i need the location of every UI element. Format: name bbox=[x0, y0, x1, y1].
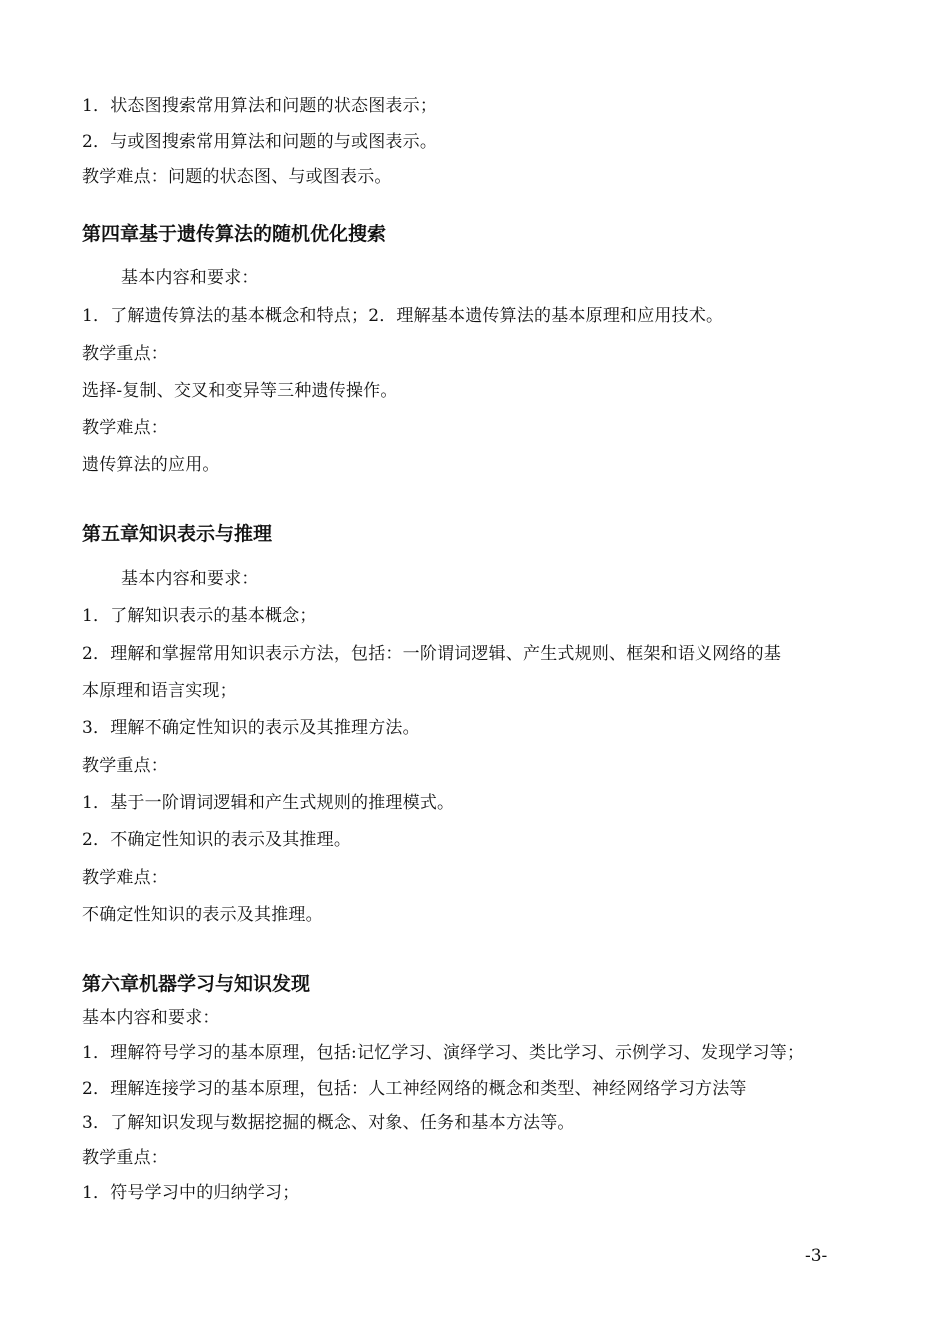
text-line: 2．不确定性知识的表示及其推理。 bbox=[82, 830, 352, 850]
text-line: 本原理和语言实现； bbox=[82, 681, 237, 701]
text-line: 遗传算法的应用。 bbox=[82, 455, 220, 475]
text-line: 1．符号学习中的归纳学习； bbox=[82, 1183, 300, 1203]
page-number: -3- bbox=[805, 1246, 828, 1266]
text-line: 不确定性知识的表示及其推理。 bbox=[82, 905, 323, 925]
text-line: 1．状态图搜索常用算法和问题的状态图表示； bbox=[82, 96, 438, 116]
text-line: 教学重点： bbox=[82, 344, 168, 364]
text-line: 1．了解知识表示的基本概念； bbox=[82, 606, 317, 626]
text-line: 教学重点： bbox=[82, 756, 168, 776]
chapter-heading: 第五章知识表示与推理 bbox=[82, 523, 273, 545]
text-line: 选择-复制、交叉和变异等三种遗传操作。 bbox=[82, 381, 398, 401]
text-line: 3．理解不确定性知识的表示及其推理方法。 bbox=[82, 718, 420, 738]
text-line: 1．理解符号学习的基本原理，包括:记忆学习、演绎学习、类比学习、示例学习、发现学习等； bbox=[82, 1043, 805, 1063]
text-line: 1．了解遗传算法的基本概念和特点；2．理解基本遗传算法的基本原理和应用技术。 bbox=[82, 306, 724, 326]
text-line: 基本内容和要求： bbox=[121, 569, 259, 589]
text-line: 2．理解和掌握常用知识表示方法，包括：一阶谓词逻辑、产生式规则、框架和语义网络的基 bbox=[82, 644, 782, 664]
chapter-heading: 第六章机器学习与知识发现 bbox=[82, 973, 311, 995]
text-line: 教学难点：问题的状态图、与或图表示。 bbox=[82, 167, 392, 187]
text-line: 基本内容和要求： bbox=[121, 268, 259, 288]
text-line: 2．与或图搜索常用算法和问题的与或图表示。 bbox=[82, 132, 438, 152]
text-line: 2．理解连接学习的基本原理，包括：人工神经网络的概念和类型、神经网络学习方法等 bbox=[82, 1079, 747, 1099]
text-line: 教学难点： bbox=[82, 868, 168, 888]
text-line: 1．基于一阶谓词逻辑和产生式规则的推理模式。 bbox=[82, 793, 455, 813]
text-line: 基本内容和要求： bbox=[82, 1008, 220, 1028]
text-line: 教学重点： bbox=[82, 1148, 168, 1168]
chapter-heading: 第四章基于遗传算法的随机优化搜索 bbox=[82, 223, 387, 245]
text-line: 3．了解知识发现与数据挖掘的概念、对象、任务和基本方法等。 bbox=[82, 1113, 575, 1133]
text-line: 教学难点： bbox=[82, 418, 168, 438]
